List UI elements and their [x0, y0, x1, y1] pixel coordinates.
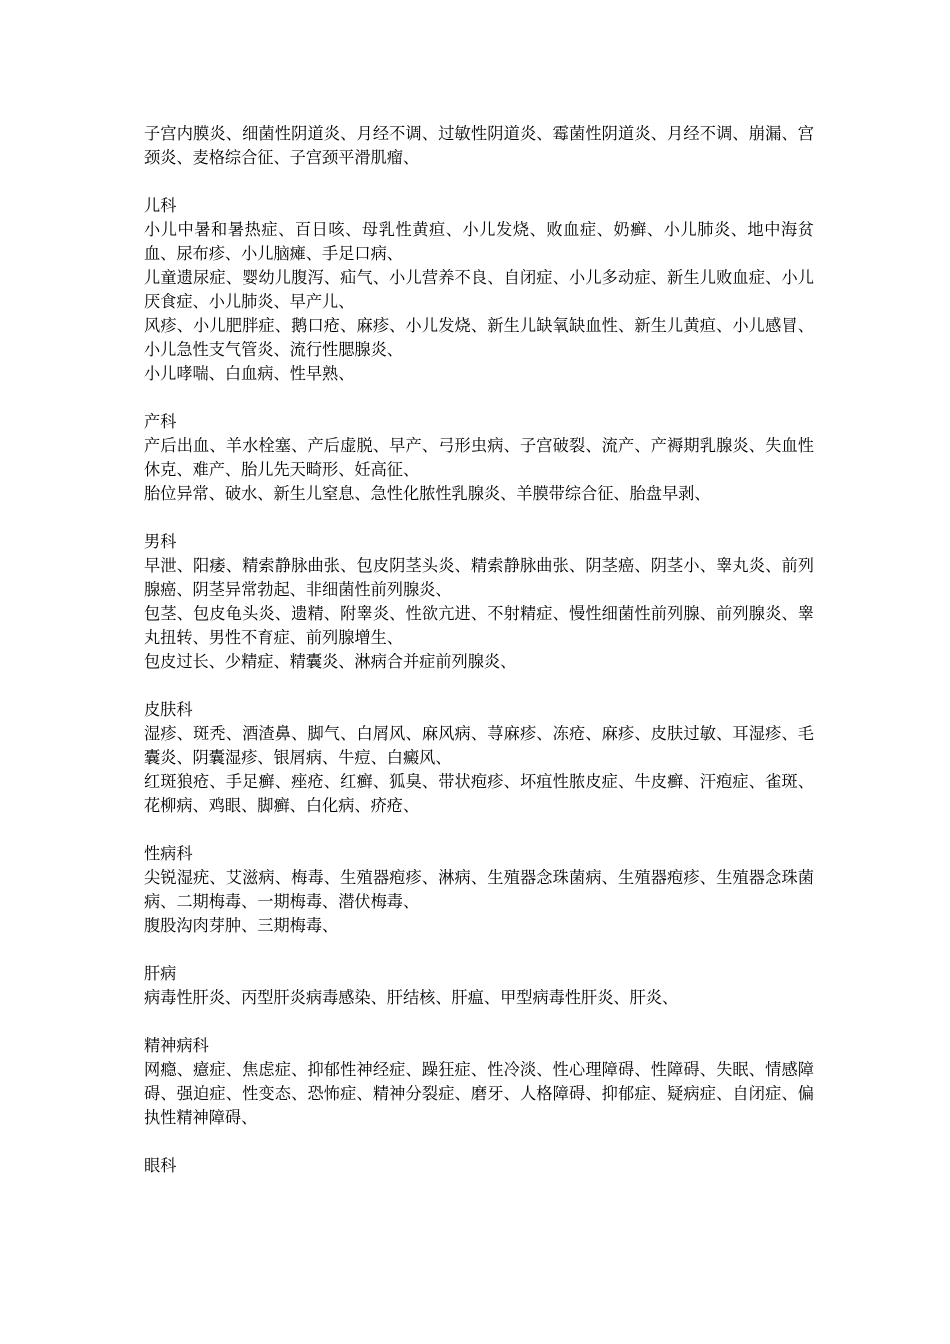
paragraph: 子宫内膜炎、细菌性阴道炎、月经不调、过敏性阴道炎、霉菌性阴道炎、月经不调、崩漏、宫颈炎、麦格综合征、子宫颈平滑肌瘤、: [144, 124, 814, 167]
section-heading: 皮肤科: [144, 700, 193, 719]
paragraph: 腹股沟肉芽肿、三期梅毒、: [144, 916, 339, 935]
section-ophthalmology: [144, 1154, 814, 1178]
paragraph: 小儿中暑和暑热症、百日咳、母乳性黄疸、小儿发烧、败血症、奶癣、小儿肺炎、地中海贫血、尿布疹、小儿脑瘫、手足口病、: [144, 220, 814, 263]
paragraph: 儿童遗尿症、婴幼儿腹泻、疝气、小儿营养不良、自闭症、小儿多动症、新生儿败血症、小儿厌食症、小儿肺炎、早产儿、: [144, 268, 814, 311]
paragraph: 红斑狼疮、手足癣、痤疮、红癣、狐臭、带状疱疹、坏疽性脓皮症、牛皮癣、汗疱症、雀斑、花柳病、鸡眼、脚癣、白化病、疥疮、: [144, 772, 814, 815]
paragraph: 产后出血、羊水栓塞、产后虚脱、早产、弓形虫病、子宫破裂、流产、产褥期乳腺炎、失血性休克、难产、胎儿先天畸形、妊高征、: [144, 436, 814, 479]
paragraph: 包茎、包皮龟头炎、遗精、附睾炎、性欲亢进、不射精症、慢性细菌性前列腺、前列腺炎、睾丸扭转、男性不育症、前列腺增生、: [144, 604, 814, 647]
section-pediatrics: [144, 194, 814, 386]
section-obstetrics: [144, 410, 814, 506]
paragraph: 包皮过长、少精症、精囊炎、淋病合并症前列腺炎、: [144, 652, 517, 671]
section-psychiatry: [144, 1034, 814, 1130]
section-gynecology: [144, 122, 814, 170]
section-heading: 精神病科: [144, 1036, 209, 1055]
section-heading: 产科: [144, 412, 177, 431]
paragraph: 病毒性肝炎、丙型肝炎病毒感染、肝结核、肝瘟、甲型病毒性肝炎、肝炎、: [144, 988, 679, 1007]
section-dermatology: [144, 698, 814, 818]
paragraph: 尖锐湿疣、艾滋病、梅毒、生殖器疱疹、淋病、生殖器念珠菌病、生殖器疱疹、生殖器念珠菌病、二期梅毒、一期梅毒、潜伏梅毒、: [144, 868, 814, 911]
paragraph: 湿疹、斑秃、酒渣鼻、脚气、白屑风、麻风病、荨麻疹、冻疮、麻疹、皮肤过敏、耳湿疹、毛囊炎、阴囊湿疹、银屑病、牛痘、白癜风、: [144, 724, 814, 767]
paragraph: 风疹、小儿肥胖症、鹅口疮、麻疹、小儿发烧、新生儿缺氧缺血性、新生儿黄疸、小儿感冒、小儿急性支气管炎、流行性腮腺炎、: [144, 316, 814, 359]
paragraph: 胎位异常、破水、新生儿窒息、急性化脓性乳腺炎、羊膜带综合征、胎盘早剥、: [144, 484, 711, 503]
section-andrology: [144, 530, 814, 674]
paragraph: 网瘾、癔症、焦虑症、抑郁性神经症、躁狂症、性冷淡、性心理障碍、性障碍、失眠、情感障碍、强迫症、性变态、恐怖症、精神分裂症、磨牙、人格障碍、抑郁症、疑病症、自闭症、偏执性精神障碍、: [144, 1060, 814, 1127]
paragraph: 小儿哮喘、白血病、性早熟、: [144, 364, 355, 383]
section-heading: 男科: [144, 532, 177, 551]
section-heading: 眼科: [144, 1156, 177, 1175]
paragraph: 早泄、阳痿、精索静脉曲张、包皮阴茎头炎、精索静脉曲张、阴茎癌、阴茎小、睾丸炎、前列腺癌、阴茎异常勃起、非细菌性前列腺炎、: [144, 556, 814, 599]
section-heading: 儿科: [144, 196, 177, 215]
section-venereology: [144, 842, 814, 938]
section-heading: 性病科: [144, 844, 193, 863]
document-page: [144, 122, 814, 1178]
section-hepatology: [144, 962, 814, 1010]
section-heading: 肝病: [144, 964, 177, 983]
